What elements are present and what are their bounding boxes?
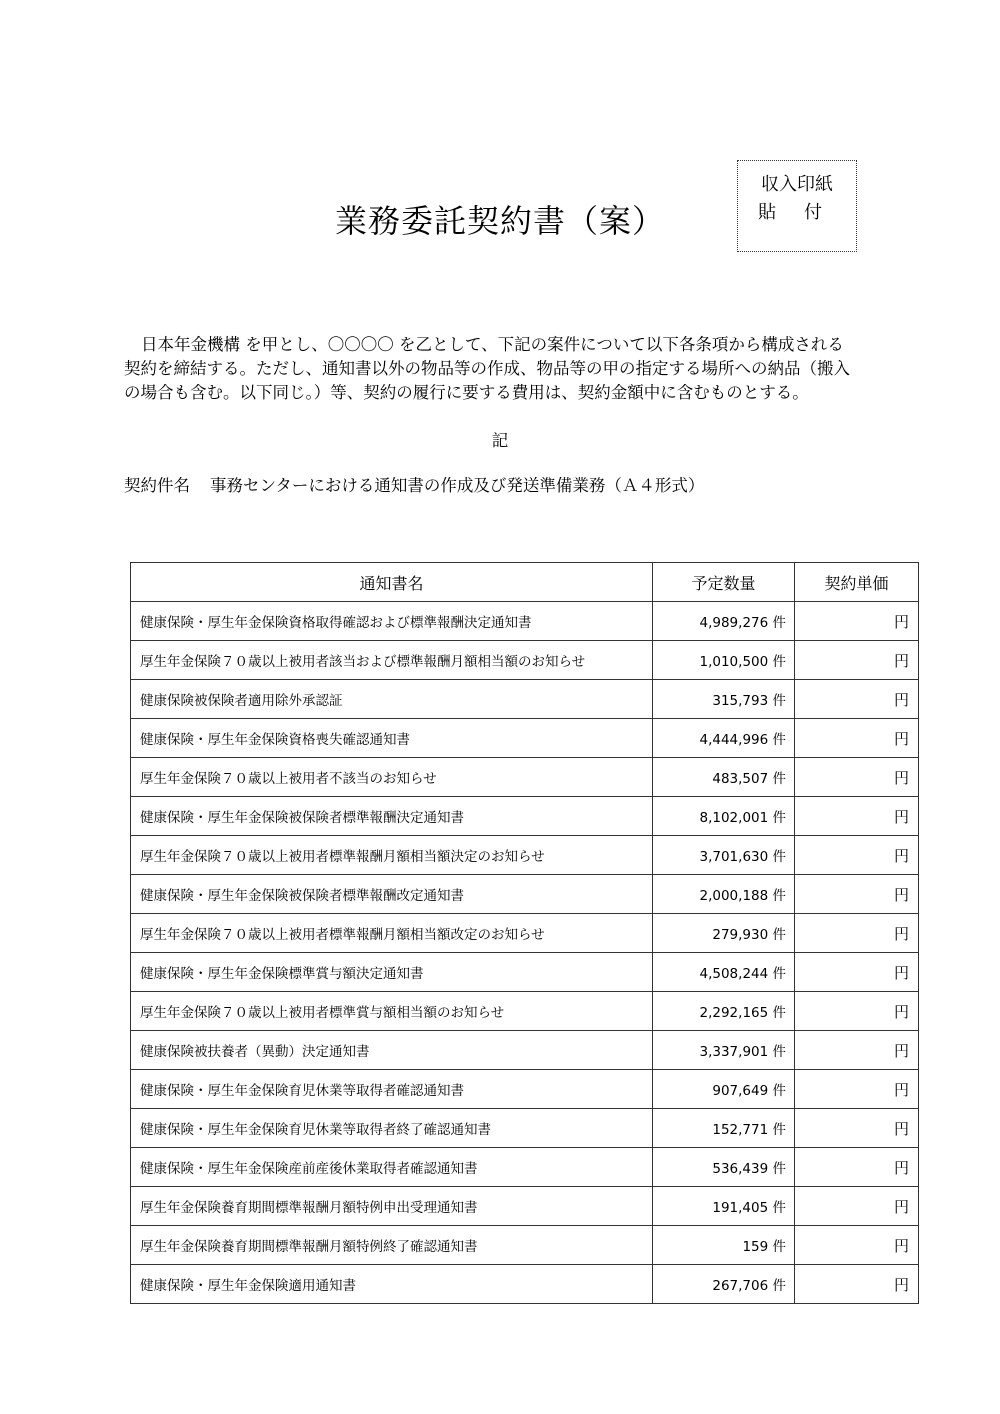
header-notice-name: 通知書名 xyxy=(131,563,653,602)
notice-name-cell: 健康保険被扶養者（異動）決定通知書 xyxy=(131,1031,653,1070)
unit-price-cell: 円 xyxy=(795,914,919,953)
table-row xyxy=(131,797,919,836)
planned-qty-cell: 1,010,500 件 xyxy=(653,641,795,680)
header-planned-qty: 予定数量 xyxy=(653,563,795,602)
planned-qty-cell: 4,444,996 件 xyxy=(653,719,795,758)
unit-price-cell: 円 xyxy=(795,719,919,758)
notice-name-cell: 厚生年金保険養育期間標準報酬月額特例申出受理通知書 xyxy=(131,1187,653,1226)
table-row xyxy=(131,1031,919,1070)
planned-qty-cell: 4,508,244 件 xyxy=(653,953,795,992)
planned-qty-cell: 907,649 件 xyxy=(653,1070,795,1109)
unit-price-cell: 円 xyxy=(795,1187,919,1226)
planned-qty-cell: 3,337,901 件 xyxy=(653,1031,795,1070)
intro-line: 日本年金機構 を甲とし、〇〇〇〇 を乙として、下記の案件について以下各条項から構成される xyxy=(141,335,844,354)
notice-name-cell: 健康保険・厚生年金保険被保険者標準報酬決定通知書 xyxy=(131,797,653,836)
header-unit-price: 契約単価 xyxy=(795,563,919,602)
table-row xyxy=(131,1226,919,1265)
document-title: 業務委託契約書（案） xyxy=(334,202,665,240)
table-row xyxy=(131,1187,919,1226)
notice-name-cell: 厚生年金保険７０歳以上被用者不該当のお知らせ xyxy=(131,758,653,797)
intro-line: 契約を締結する。ただし、通知書以外の物品等の作成、物品等の甲の指定する場所への納品（搬入 xyxy=(124,359,850,378)
unit-price-cell: 円 xyxy=(795,953,919,992)
table-row xyxy=(131,602,919,641)
unit-price-cell: 円 xyxy=(795,758,919,797)
notice-name-cell: 厚生年金保険７０歳以上被用者標準賞与額相当額のお知らせ xyxy=(131,992,653,1031)
table-row xyxy=(131,875,919,914)
notice-name-cell: 健康保険・厚生年金保険産前産後休業取得者確認通知書 xyxy=(131,1148,653,1187)
planned-qty-cell: 267,706 件 xyxy=(653,1265,795,1304)
unit-price-cell: 円 xyxy=(795,1031,919,1070)
planned-qty-cell: 3,701,630 件 xyxy=(653,836,795,875)
table-header-row xyxy=(131,563,919,602)
intro-paragraph xyxy=(124,333,894,405)
planned-qty-cell: 8,102,001 件 xyxy=(653,797,795,836)
stamp-label-line1: 収入印紙 xyxy=(761,174,833,195)
contract-subject xyxy=(124,472,704,496)
table-row xyxy=(131,1109,919,1148)
planned-qty-cell: 2,000,188 件 xyxy=(653,875,795,914)
notice-name-cell: 健康保険・厚生年金保険被保険者標準報酬改定通知書 xyxy=(131,875,653,914)
unit-price-cell: 円 xyxy=(795,992,919,1031)
planned-qty-cell: 191,405 件 xyxy=(653,1187,795,1226)
unit-price-cell: 円 xyxy=(795,680,919,719)
planned-qty-cell: 152,771 件 xyxy=(653,1109,795,1148)
table-row xyxy=(131,758,919,797)
table-row xyxy=(131,953,919,992)
revenue-stamp-box xyxy=(737,160,857,252)
stamp-label-line2: 貼付 xyxy=(758,202,850,223)
planned-qty-cell: 4,989,276 件 xyxy=(653,602,795,641)
notice-name-cell: 健康保険・厚生年金保険育児休業等取得者確認通知書 xyxy=(131,1070,653,1109)
table-row xyxy=(131,992,919,1031)
table-row xyxy=(131,914,919,953)
table-row xyxy=(131,719,919,758)
unit-price-cell: 円 xyxy=(795,641,919,680)
planned-qty-cell: 279,930 件 xyxy=(653,914,795,953)
notice-name-cell: 健康保険被保険者適用除外承認証 xyxy=(131,680,653,719)
table-row xyxy=(131,1148,919,1187)
planned-qty-cell: 159 件 xyxy=(653,1226,795,1265)
planned-qty-cell: 315,793 件 xyxy=(653,680,795,719)
intro-line: の場合も含む。以下同じ。）等、契約の履行に要する費用は、契約金額中に含むものとする。 xyxy=(124,383,809,402)
planned-qty-cell: 2,292,165 件 xyxy=(653,992,795,1031)
unit-price-cell: 円 xyxy=(795,836,919,875)
notice-name-cell: 健康保険・厚生年金保険育児休業等取得者終了確認通知書 xyxy=(131,1109,653,1148)
table-row xyxy=(131,1070,919,1109)
unit-price-cell: 円 xyxy=(795,1109,919,1148)
table-row xyxy=(131,1265,919,1304)
unit-price-cell: 円 xyxy=(795,875,919,914)
subject-value: 事務センターにおける通知書の作成及び発送準備業務（Ａ４形式） xyxy=(210,476,705,495)
table-row xyxy=(131,641,919,680)
unit-price-cell: 円 xyxy=(795,602,919,641)
notice-name-cell: 健康保険・厚生年金保険適用通知書 xyxy=(131,1265,653,1304)
unit-price-cell: 円 xyxy=(795,797,919,836)
notice-name-cell: 健康保険・厚生年金保険資格取得確認および標準報酬決定通知書 xyxy=(131,602,653,641)
unit-price-cell: 円 xyxy=(795,1148,919,1187)
table-row xyxy=(131,680,919,719)
table-row xyxy=(131,836,919,875)
planned-qty-cell: 483,507 件 xyxy=(653,758,795,797)
notice-name-cell: 健康保険・厚生年金保険標準賞与額決定通知書 xyxy=(131,953,653,992)
planned-qty-cell: 536,439 件 xyxy=(653,1148,795,1187)
notice-name-cell: 厚生年金保険７０歳以上被用者該当および標準報酬月額相当額のお知らせ xyxy=(131,641,653,680)
unit-price-cell: 円 xyxy=(795,1265,919,1304)
subject-label: 契約件名 xyxy=(124,476,190,495)
notice-name-cell: 厚生年金保険養育期間標準報酬月額特例終了確認通知書 xyxy=(131,1226,653,1265)
unit-price-cell: 円 xyxy=(795,1070,919,1109)
ki-heading: 記 xyxy=(491,431,509,450)
notice-name-cell: 厚生年金保険７０歳以上被用者標準報酬月額相当額決定のお知らせ xyxy=(131,836,653,875)
notice-table xyxy=(130,562,919,1304)
notice-name-cell: 健康保険・厚生年金保険資格喪失確認通知書 xyxy=(131,719,653,758)
notice-name-cell: 厚生年金保険７０歳以上被用者標準報酬月額相当額改定のお知らせ xyxy=(131,914,653,953)
unit-price-cell: 円 xyxy=(795,1226,919,1265)
